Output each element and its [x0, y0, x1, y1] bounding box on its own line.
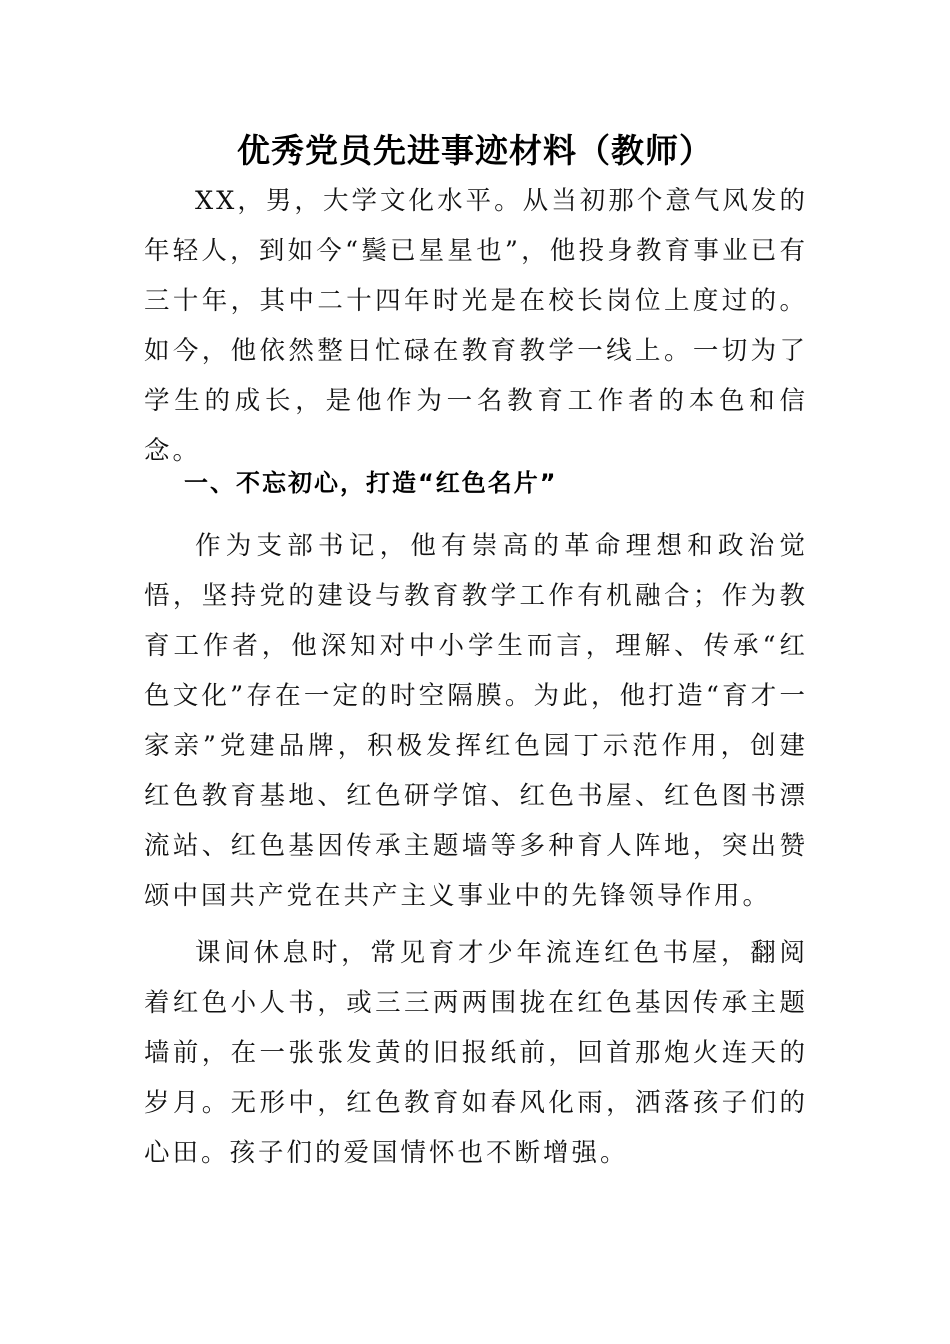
section-heading: 一、不忘初心，打造“红色名片”: [184, 469, 558, 497]
body-paragraph-1: 作为支部书记，他有崇高的革命理想和政治觉悟，坚持党的建设与教育教学工作有机融合；作为教育工作者，他深知对中小学生而言，理解、传承“红色文化”存在一定的时空隔膜。为此，他打造“育才一家亲”党建品牌，积极发挥红色园丁示范作用，创建红色教育基地、红色研学馆、红色书屋、红色图书漂流站、红色基因传承主题墙等多种育人阵地，突出赞颂中国共产党在共产主义事业中的先锋领导作用。: [144, 531, 808, 911]
intro-paragraph: XX，男，大学文化水平。从当初那个意气风发的年轻人，到如今“鬓已星星也”，他投身教育事业已有三十年，其中二十四年时光是在校长岗位上度过的。如今，他依然整日忙碌在教育教学一线上。一切为了学生的成长，是他作为一名教育工作者的本色和信念。: [144, 186, 808, 466]
body-paragraph-2: 课间休息时，常见育才少年流连红色书屋，翻阅着红色小人书，或三三两两围拢在红色基因传承主题墙前，在一张张发黄的旧报纸前，回首那炮火连天的岁月。无形中，红色教育如春风化雨，洒落孩子们的心田。孩子们的爱国情怀也不断增强。: [144, 938, 808, 1168]
document-title: 优秀党员先进事迹材料（教师）: [237, 131, 713, 170]
